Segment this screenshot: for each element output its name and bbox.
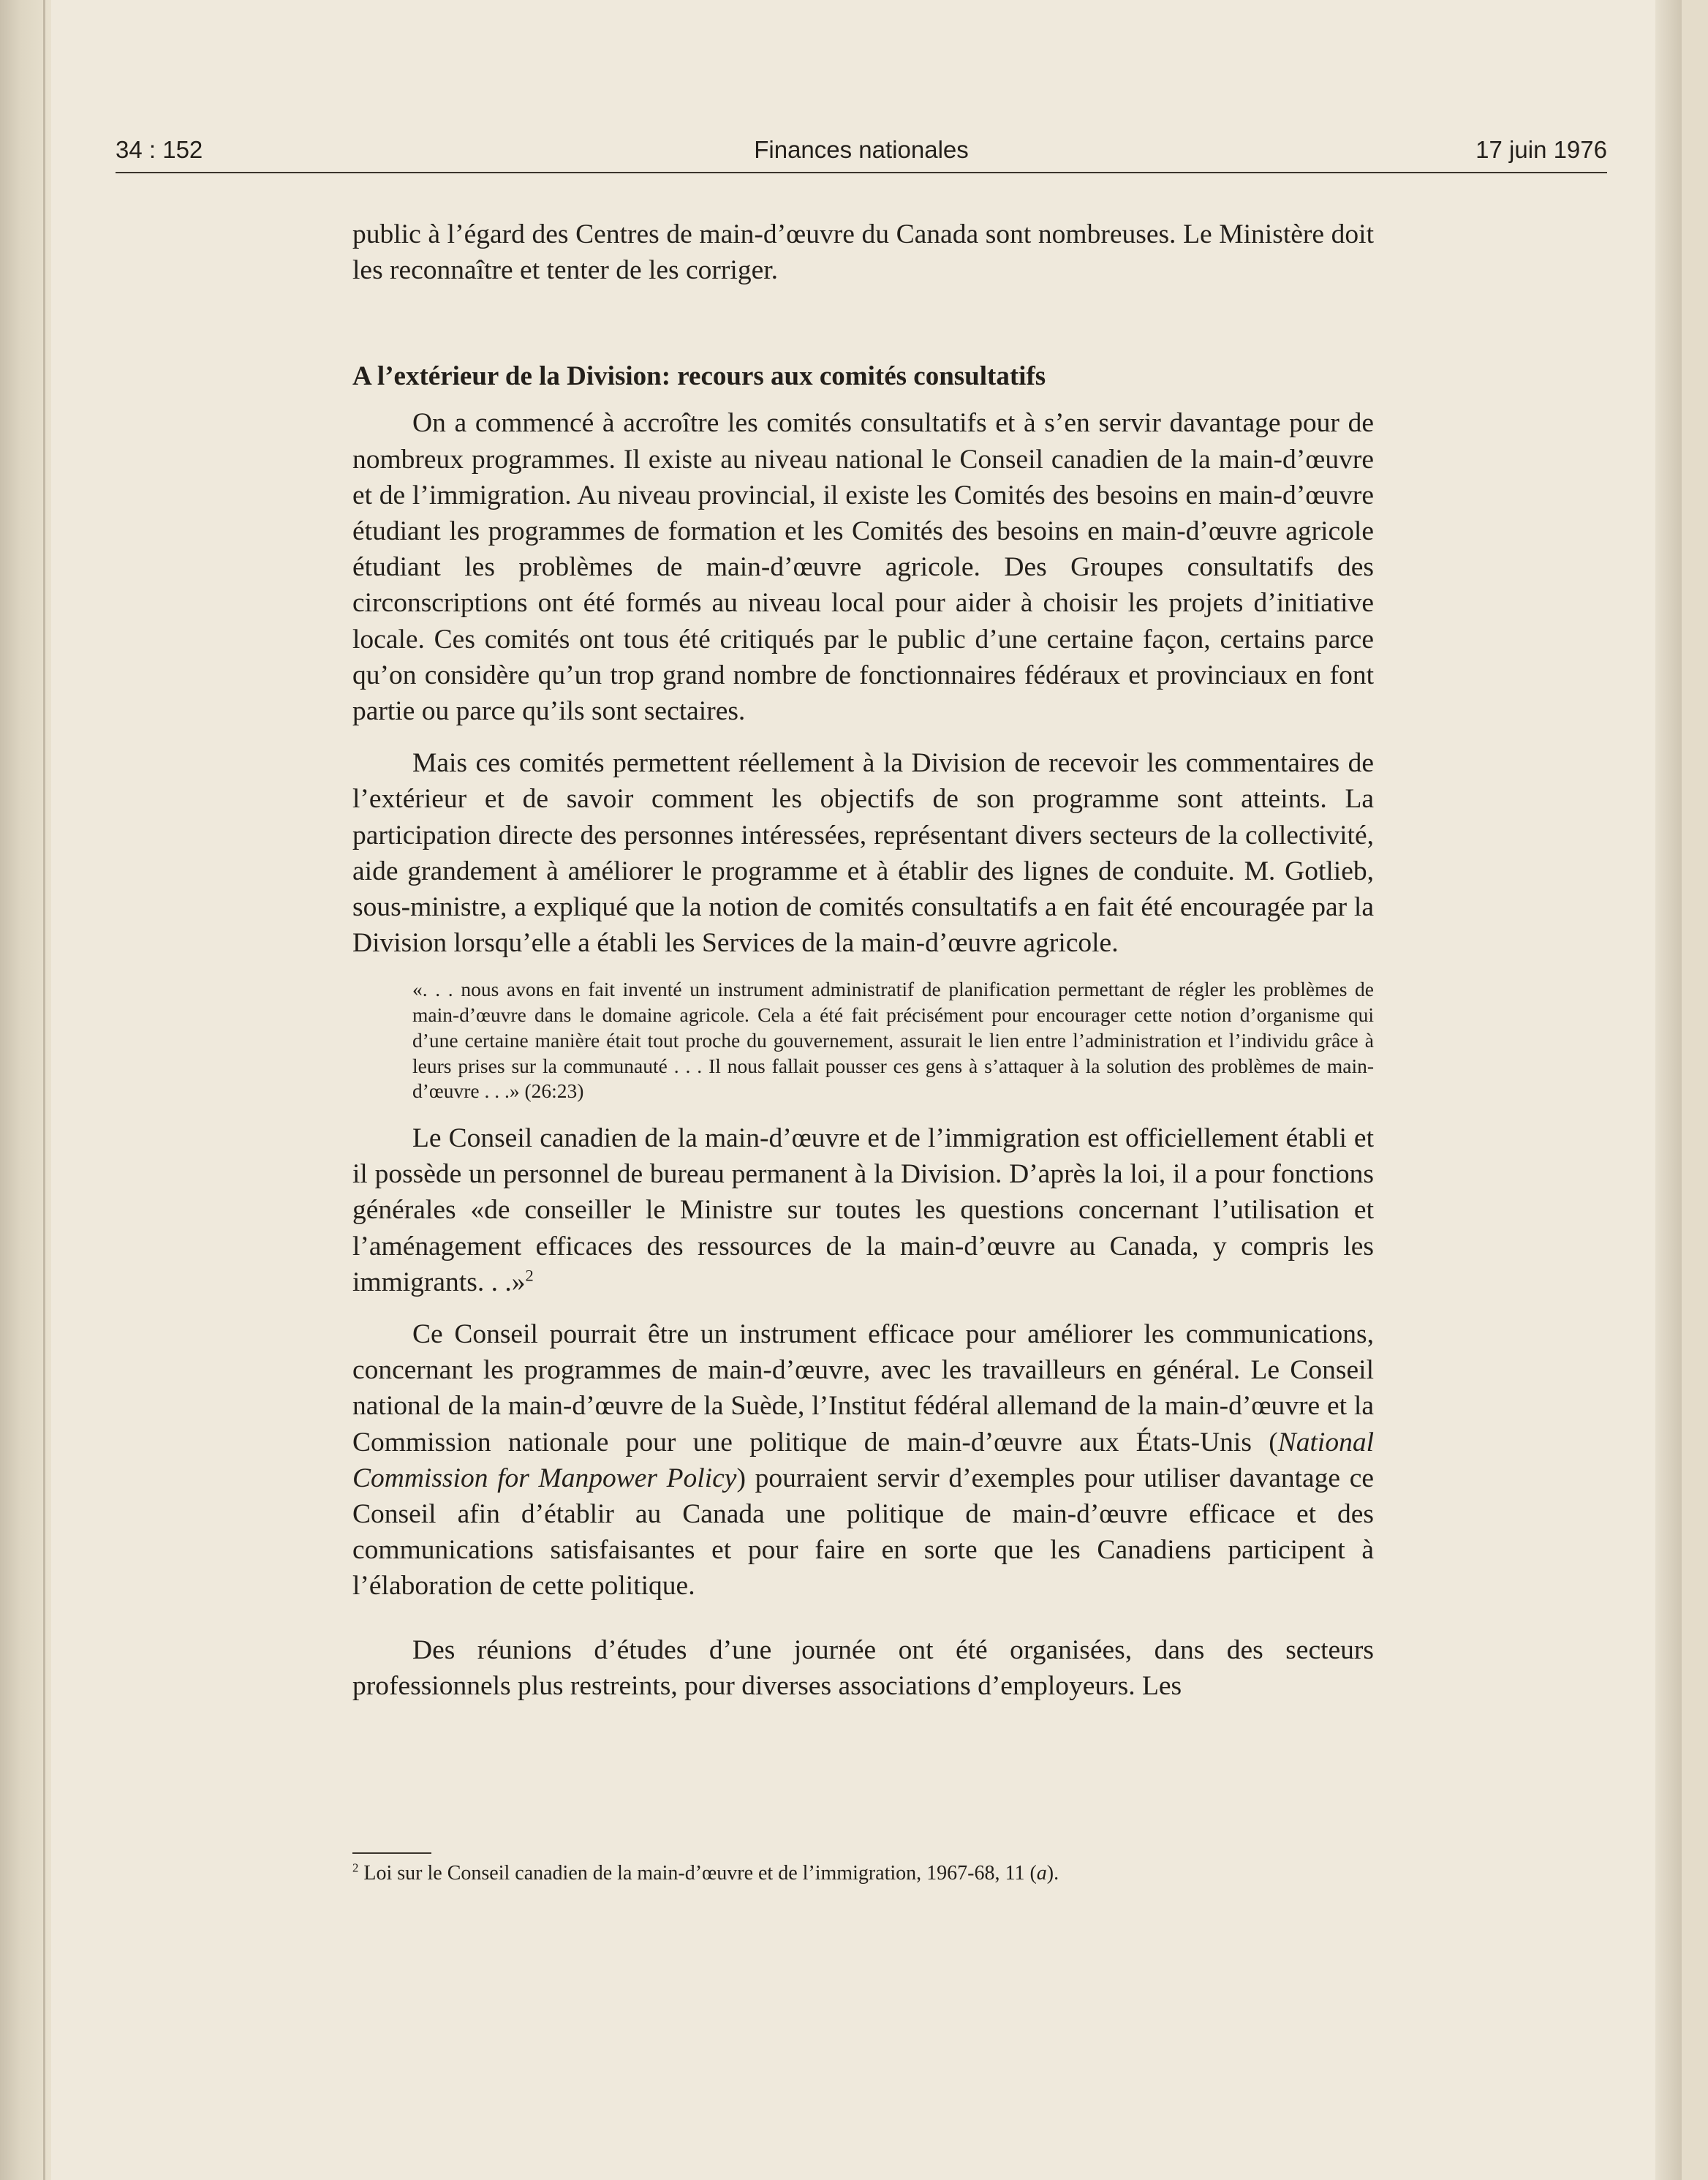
footnote-italic: a [1036, 1862, 1047, 1885]
paragraph-continuation: public à l’égard des Centres de main-d’œuvre du Canada sont nombreuses. Le Ministère doit les reconnaître et tenter de les corriger. [352, 219, 1374, 286]
header-rule [116, 172, 1607, 173]
footnote-reference: 2 [525, 1266, 534, 1285]
running-header [116, 136, 1607, 170]
body-text [352, 216, 1374, 1704]
paragraph-advisory-committees: On a commencé à accroître les comités consultatifs et à s’en servir davantage pour de nombreux programmes. Il existe au niveau national le Conseil canadien de la main-d’œuvre et de l’immigration. Au niveau provincial, il existe les Comités des besoins en main-d’œuvre étudiant les programmes de formation et les Comités des besoins en main-d’œuvre agricole étudiant les problèmes de main-d’œuvre agricole. Des Groupes consultatifs des circonscriptions ont été formés au niveau local pour aider à choisir les projets d’initiative locale. Ces comités ont tous été critiqués par le public d’une certaine façon, certains parce qu’on considère qu’un trop grand nombre de fonctionnaires fédéraux et provinciaux en font partie ou parce qu’ils sont sectaires. [352, 408, 1374, 727]
italic-english-title: National Commission for Manpower Policy [352, 1427, 1374, 1493]
paragraph-committee-benefits: Mais ces comités permettent réellement à la Division de recevoir les commentaires de l’extérieur et de savoir comment les objectifs de son programme sont atteints. La participation directe des personnes intéressées, représentant divers secteurs de la collectivité, aide grandement à améliorer le programme et à établir des lignes de conduite. M. Gotlieb, sous-ministre, a expliqué que la notion de comités consultatifs a en fait été encouragée par la Division lorsqu’elle a établi les Services de la main-d’œuvre agricole. [352, 748, 1374, 959]
paragraph-council-instrument [352, 1316, 1374, 1604]
page-binding-edge [0, 0, 51, 2180]
section-heading: A l’extérieur de la Division: recours aux comités consultatifs [352, 361, 1046, 392]
publication-title: Finances nationales [754, 136, 969, 163]
footnote [352, 1860, 1374, 1887]
footnote-marker: 2 [352, 1860, 359, 1875]
paragraph-council-text: Le Conseil canadien de la main-d’œuvre et de l’immigration est officiellement établi et il possède un personnel de bureau permanent à la Division. D’après la loi, il a pour fonctions générales «de conseiller le Ministre sur toutes les questions concernant l’utilisation et l’aménagement efficaces des ressources de la main-d’œuvre au Canada, y compris les immigrants. . .» [352, 1123, 1374, 1297]
paragraph-council [352, 1120, 1374, 1300]
header-date: 17 juin 1976 [1475, 136, 1607, 163]
block-quote: «. . . nous avons en fait inventé un instrument administratif de planification permettant de régler les problèmes de main-d’œuvre dans le domaine agricole. Cela a été fait précisément pour encourager cette notion d’organisme qui d’une certaine manière était tout proche du gouvernement, assurait le lien entre l’administration et l’individu grâce à leurs prises sur la communauté . . . Il nous fallait pousser ces gens à s’attaquer à la solution des problèmes de main-d’œuvre . . .» (26:23) [412, 978, 1374, 1103]
paragraph-study-meetings: Des réunions d’études d’une journée ont été organisées, dans des secteurs professionnels plus restreints, pour diverses associations d’employeurs. Les [352, 1634, 1374, 1701]
footnote-text-a: Loi sur le Conseil canadien de la main-d’œuvre et de l’immigration, 1967-68, 11 ( [358, 1862, 1037, 1885]
footnote-text-b: ). [1046, 1862, 1059, 1885]
paragraph-council-instrument-text-b: ) pourraient servir d’exemples pour utiliser davantage ce Conseil afin d’établir au Canada une politique de main-d’œuvre efficace et des communications satisfaisantes et pour faire en sorte que les Canadiens participent à l’élaboration de cette politique. [352, 1463, 1374, 1602]
footnote-rule [352, 1852, 431, 1854]
page-right-edge [1655, 0, 1682, 2180]
paragraph-council-instrument-text-a: Ce Conseil pourrait être un instrument efficace pour améliorer les communications, concernant les programmes de main-d’œuvre, avec les travailleurs en général. Le Conseil national de la main-d’œuvre de la Suède, l’Institut fédéral allemand de la main-d’œuvre et la Commission nationale pour une politique de main-d’œuvre aux États-Unis ( [352, 1319, 1374, 1457]
page-number: 34 : 152 [116, 136, 203, 163]
